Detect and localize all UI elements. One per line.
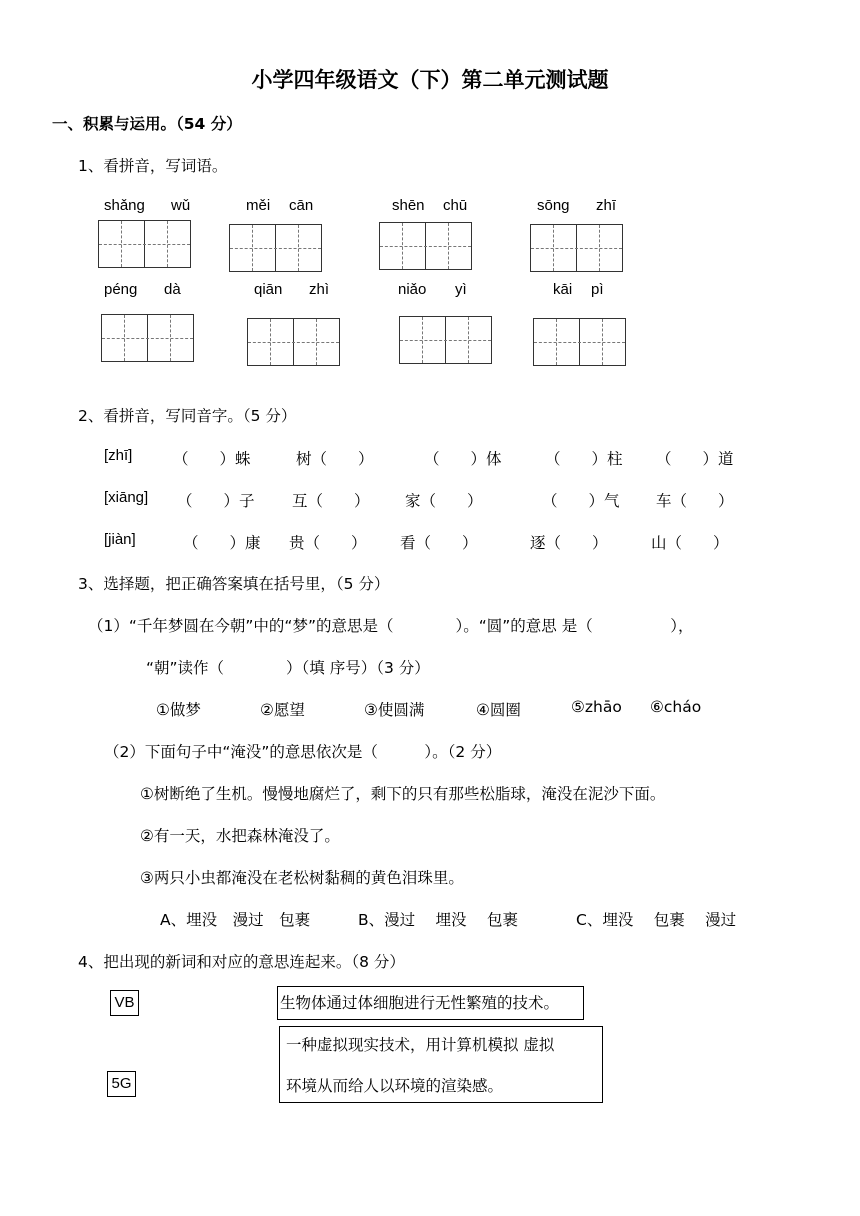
option-item[interactable]: C、埋没 包裹 漫过 — [576, 911, 737, 929]
pinyin-label: chū — [443, 197, 468, 214]
pinyin-label: měi — [246, 197, 271, 214]
q3-sentence: ③两只小虫都淹没在老松树黏稠的黄色泪珠里。 — [140, 869, 464, 887]
option-item[interactable]: ①做梦 — [156, 701, 201, 719]
page-title: 小学四年级语文（下）第二单元测试题 — [251, 68, 609, 92]
pinyin-label: péng — [104, 281, 138, 298]
option-item[interactable]: B、漫过 埋没 包裹 — [358, 911, 518, 929]
writing-grid[interactable] — [247, 318, 340, 366]
writing-grid[interactable] — [229, 224, 322, 272]
fill-blank[interactable]: （ ）道 — [656, 450, 734, 468]
pinyin-label: dà — [164, 281, 181, 298]
pinyin-label: yì — [455, 281, 467, 298]
option-item[interactable]: A、埋没 漫过 包裹 — [160, 911, 311, 929]
writing-grid[interactable] — [530, 224, 623, 272]
option-item[interactable]: ⑥cháo — [650, 698, 702, 716]
fill-blank[interactable]: （ ）气 — [542, 492, 620, 510]
fill-blank[interactable]: 车（ ） — [656, 492, 734, 510]
fill-blank[interactable]: 逐（ ） — [530, 534, 608, 552]
q3-prompt: 3、选择题，把正确答案填在括号里，（5 分） — [78, 575, 390, 593]
pinyin-label: sōng — [537, 197, 570, 214]
pinyin-label: wǔ — [171, 197, 191, 214]
q3-sub1-line2: “朝”读作（ ）（填 序号）（3 分） — [146, 659, 430, 677]
option-item[interactable]: ②愿望 — [260, 701, 305, 719]
fill-blank[interactable]: （ ）康 — [183, 534, 261, 552]
fill-blank[interactable]: 看（ ） — [400, 534, 478, 552]
fill-blank[interactable]: （ ）体 — [424, 450, 502, 468]
q1-prompt: 1、看拼音，写词语。 — [78, 157, 228, 175]
q3-sub2-prompt: （2）下面句子中“淹没”的意思依次是（ ）。（2 分） — [104, 743, 502, 761]
writing-grid[interactable] — [379, 222, 472, 270]
fill-blank[interactable]: （ ）蛛 — [173, 450, 251, 468]
pinyin-label: shēn — [392, 197, 425, 214]
term-box-5g[interactable] — [107, 1071, 136, 1097]
fill-blank[interactable]: （ ）子 — [177, 492, 255, 510]
fill-blank[interactable]: 贵（ ） — [289, 534, 367, 552]
section-heading: 一、积累与运用。（54 分） — [52, 115, 242, 133]
meaning-text: 一种虚拟现实技术，用计算机模拟 虚拟 — [286, 1036, 555, 1054]
pinyin-label: shǎng — [104, 197, 145, 214]
fill-blank[interactable]: 树（ ） — [296, 450, 374, 468]
option-item[interactable]: ④圆圈 — [476, 701, 521, 719]
pinyin-label: qiān — [254, 281, 283, 298]
q3-sentence: ①树断绝了生机。慢慢地腐烂了，剩下的只有那些松脂球，淹没在泥沙下面。 — [140, 785, 666, 803]
fill-blank[interactable]: 家（ ） — [405, 492, 483, 510]
q2-prompt: 2、看拼音，写同音字。（5 分） — [78, 407, 297, 425]
fill-blank[interactable]: 互（ ） — [292, 492, 370, 510]
writing-grid[interactable] — [98, 220, 191, 268]
pinyin-label: kāi — [553, 281, 573, 298]
meaning-box-1[interactable] — [277, 986, 584, 1020]
pinyin-label: niǎo — [398, 281, 427, 298]
meaning-box-2[interactable] — [279, 1026, 603, 1103]
pinyin-label: zhī — [596, 197, 617, 214]
term-box-vb[interactable] — [110, 990, 139, 1016]
q3-sub1-line1: （1）“千年梦圆在今朝”中的“梦”的意思是（ ）。“圆”的意思 是（ ）， — [88, 617, 694, 635]
fill-blank[interactable]: （ ）柱 — [545, 450, 623, 468]
pinyin-label: [zhī] — [104, 447, 133, 464]
pinyin-label: pì — [591, 281, 604, 298]
q4-prompt: 4、把出现的新词和对应的意思连起来。（8 分） — [78, 953, 405, 971]
term-label: 5G — [111, 1075, 132, 1092]
meaning-text: 环境从而给人以环境的渲染感。 — [286, 1077, 504, 1095]
writing-grid[interactable] — [399, 316, 492, 364]
pinyin-label: [xiāng] — [104, 489, 149, 506]
option-item[interactable]: ⑤zhāo — [571, 698, 622, 716]
term-label: VB — [114, 994, 135, 1011]
q3-sentence: ②有一天，水把森林淹没了。 — [140, 827, 340, 845]
pinyin-label: [jiàn] — [104, 531, 136, 548]
meaning-text: 生物体通过体细胞进行无性繁殖的技术。 — [280, 994, 560, 1012]
writing-grid[interactable] — [533, 318, 626, 366]
fill-blank[interactable]: 山（ ） — [651, 534, 729, 552]
option-item[interactable]: ③使圆满 — [364, 701, 425, 719]
writing-grid[interactable] — [101, 314, 194, 362]
pinyin-label: zhì — [309, 281, 330, 298]
pinyin-label: cān — [289, 197, 314, 214]
